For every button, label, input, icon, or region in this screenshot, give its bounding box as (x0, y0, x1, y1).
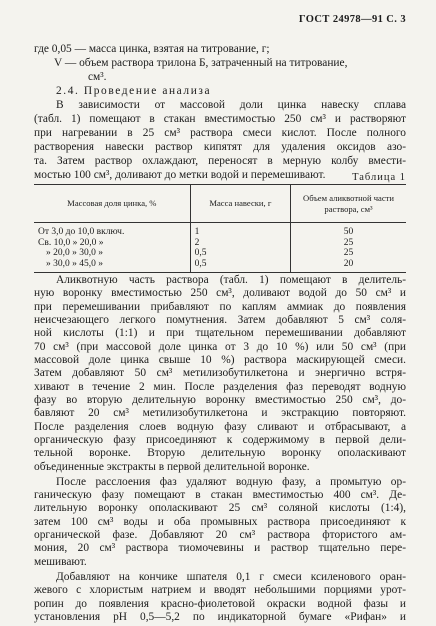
text-line: массовой доле цинка свыше 10 %) раствора маскирующей смеси. (34, 353, 406, 366)
column-header: Масса навески, г (190, 185, 290, 223)
text-line: ропин до появления красно-фиолетовой окраски водной фазы и (34, 597, 406, 610)
text-line: фазу во вторую делительную воронку вместимостью 250 см³, до- (34, 393, 406, 406)
text-line: неисчезающего легкого помутнения. Затем добавляют 5 см³ соля- (34, 313, 406, 326)
table-cell: 2 (190, 238, 290, 249)
table-cell: От 3,0 до 10,0 включ. (38, 227, 125, 237)
text-line: тельной воронке. Вторую делительную воронку ополаскивают (34, 447, 406, 460)
table-row (34, 223, 406, 238)
text-line: ной кислоты (1:1) и при тщательном перемешивании добавляют (34, 327, 406, 340)
text-line: (табл. 1) помещают в стакан вместимостью 250 см³ и растворяют (34, 113, 406, 125)
text-line: органическую фазу присоединяют к содержимому в первой дели- (34, 433, 406, 446)
text-line: После расслоения фаз удаляют водную фазу, а промытую ор- (56, 475, 406, 488)
column-header: Массовая доля цинка, % (34, 185, 190, 223)
text-line: мония, 20 см³ раствора тиомочевины и раствор тщательно пере- (34, 542, 406, 555)
text-line: ганическую фазу помещают в стакан вместимостью 400 см³. Де- (34, 489, 406, 502)
table-row (34, 259, 406, 273)
table-cell: 0,5 (190, 248, 290, 259)
section-title: 2.4. Проведение анализа (56, 85, 212, 97)
text-line: 70 см³ (при массовой доле цинка от 3 до 10 %) или 50 см³ (при (34, 340, 406, 353)
table-row (34, 248, 406, 259)
column-header: Объем аликвотной части раствора, см³ (291, 185, 406, 223)
table-cell: 25 (291, 238, 406, 249)
text-line: мешивают. (34, 555, 87, 568)
text-line: мостью 100 см³, доливают до метки водой и перемешивают. (34, 169, 326, 181)
table-cell: » 20,0 » 30,0 » (46, 248, 103, 258)
table-row (34, 238, 406, 249)
page-header: ГОСТ 24978—91 С. 3 (298, 14, 406, 25)
table-cell: 50 (291, 223, 406, 238)
text-line: лительную воронку ополаскивают 25 см³ соляной кислоты (1:4), (34, 502, 406, 515)
text-line: та. Затем раствор охлаждают, переносят в мерную колбу вмести- (34, 155, 406, 167)
table-cell: 20 (291, 259, 406, 273)
text-line: После разделения слоев водную фазу сливают и отбрасывают, а (34, 420, 406, 433)
text-line: жевого с хлористым натрием и вводят небольшими порциями урот- (34, 584, 406, 597)
text-line: где 0,05 — масса цинка, взятая на титрование, г; (34, 43, 270, 55)
text-line: установления pH 0,5—5,2 по индикаторной бумаге «Рифан» и (34, 611, 406, 623)
table-cell: 0,5 (190, 259, 290, 273)
table-cell: Св. 10,0 » 20,0 » (38, 237, 104, 248)
table-caption: Таблица 1 (352, 172, 406, 183)
text-line: объединенные экстракты в первой делительной воронке. (34, 460, 310, 473)
text-line: растворения навески раствор кипятят для удаления оксидов азо- (34, 141, 406, 153)
text-line: V — объем раствора трилона Б, затраченный на титрование, (54, 57, 348, 69)
text-line: Аликвотную часть раствора (табл. 1) помещают в делитель- (56, 274, 406, 286)
text-line: В зависимости от массовой доли цинка навеску сплава (56, 99, 406, 111)
text-line: Затем добавляют 50 см³ метилизобутилкетона и энергично встря- (34, 367, 406, 380)
table-cell: » 30,0 » 45,0 » (34, 259, 190, 273)
text-line: затем 100 см³ воды и оба промывных раствора присоединяют к (34, 515, 406, 528)
text-line: при перемешивании прибавляют по каплям аммиак до появления (34, 300, 406, 313)
text-line: органической фазе. Добавляют 20 см³ раствора фтористого ам- (34, 529, 406, 542)
text-line: ную воронку вместимостью 250 см³, доливают водой до 50 см³ и (34, 287, 406, 300)
text-line: хивают в течение 2 мин. После разделения фаз переводят водную (34, 380, 406, 393)
data-table (34, 184, 406, 273)
text-line: см³. (88, 71, 107, 83)
text-line: Добавляют на кончике шпателя 0,1 г смеси ксиленового оран- (56, 571, 406, 584)
text-line: при нагревании в 25 см³ раствора смеси кислот. После полного (34, 127, 406, 139)
table-cell: 1 (190, 223, 290, 238)
text-line: бавляют 20 см³ метилизобутилкетона и экстракцию повторяют. (34, 407, 406, 420)
table-cell: 25 (291, 248, 406, 259)
